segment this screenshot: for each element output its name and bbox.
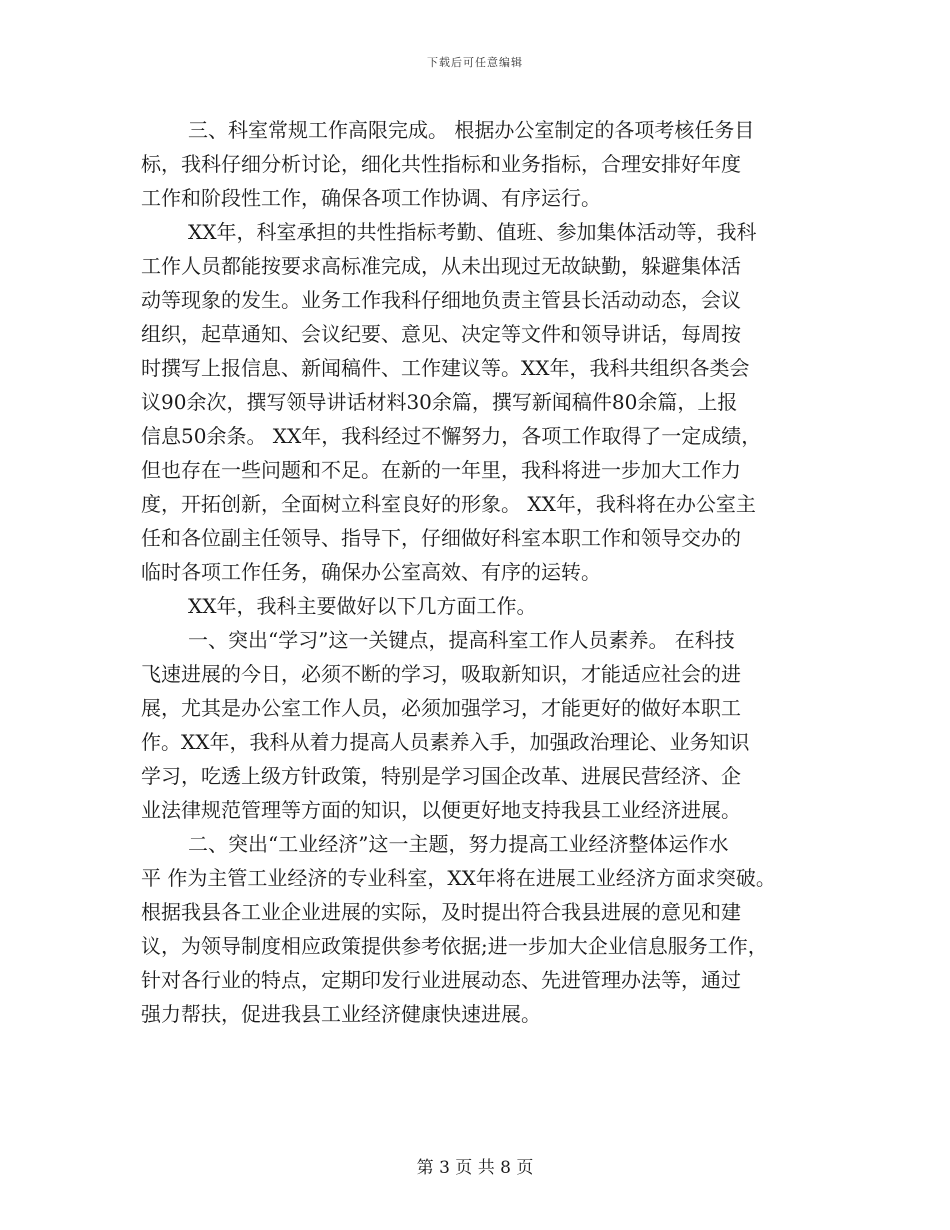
paragraph-line: 强力帮扶，促进我县工业经济健康快速进展。 bbox=[141, 1002, 541, 1026]
paragraph-line: 飞速进展的今日，必须不断的学习，吸取新知识，才能适应社会的进 bbox=[141, 662, 741, 686]
paragraph-line: 但也存在一些问题和不足。在新的一年里，我科将进一步加大工作力 bbox=[141, 458, 741, 482]
paragraph-line: 度，开拓创新，全面树立科室良好的形象。 XX年，我科将在办公室主 bbox=[141, 492, 756, 516]
paragraph-line: 时撰写上报信息、新闻稿件、工作建议等。XX年，我科共组织各类会 bbox=[141, 356, 750, 380]
paragraph-line: 根据我县各工业企业进展的实际，及时提出符合我县进展的意见和建 bbox=[141, 900, 741, 924]
paragraph-line: XX年，科室承担的共性指标考勤、值班、参加集体活动等，我科 bbox=[188, 220, 757, 244]
document-body bbox=[141, 113, 811, 1031]
page-number: 第 3 页 共 8 页 bbox=[416, 1158, 534, 1178]
paragraph-line: 任和各位副主任领导、指导下，仔细做好科室本职工作和领导交办的 bbox=[141, 526, 741, 550]
paragraph-line: 议，为领导制度相应政策提供参考依据;进一步加大企业信息服务工作， bbox=[141, 934, 768, 958]
paragraph-line: 一、突出“学习”这一关键点，提高科室工作人员素养。 在科技 bbox=[188, 628, 735, 652]
paragraph-line: 工作人员都能按要求高标准完成，从未出现过无故缺勤，躲避集体活 bbox=[141, 254, 741, 278]
paragraph-line: 展，尤其是办公室工作人员，必须加强学习，才能更好的做好本职工 bbox=[141, 696, 741, 720]
paragraph-line: 临时各项工作任务，确保办公室高效、有序的运转。 bbox=[141, 560, 601, 584]
paragraph-line: 工作和阶段性工作，确保各项工作协调、有序运行。 bbox=[141, 186, 601, 210]
paragraph-line: XX年，我科主要做好以下几方面工作。 bbox=[188, 594, 537, 618]
paragraph-line: 二、突出“工业经济”这一主题，努力提高工业经济整体运作水 bbox=[188, 832, 729, 856]
paragraph-line: 学习，吃透上级方针政策，特别是学习国企改革、进展民营经济、企 bbox=[141, 764, 741, 788]
paragraph-line: 平 作为主管工业经济的专业科室，XX年将在进展工业经济方面求突破。 bbox=[141, 866, 776, 890]
paragraph-line: 动等现象的发生。业务工作我科仔细地负责主管县长活动动态，会议 bbox=[141, 288, 741, 312]
paragraph-line: 组织，起草通知、会议纪要、意见、决定等文件和领导讲话，每周按 bbox=[141, 322, 741, 346]
paragraph-line: 议90余次，撰写领导讲话材料30余篇，撰写新闻稿件80余篇，上报 bbox=[141, 390, 738, 414]
page-header: 下载后可任意编辑 bbox=[427, 56, 523, 69]
paragraph-line: 信息50余条。 XX年，我科经过不懈努力，各项工作取得了一定成绩， bbox=[141, 424, 762, 448]
paragraph-line: 业法律规范管理等方面的知识，以便更好地支持我县工业经济进展。 bbox=[141, 798, 741, 822]
paragraph-line: 针对各行业的特点，定期印发行业进展动态、先进管理办法等，通过 bbox=[141, 968, 741, 992]
paragraph-line: 三、科室常规工作高限完成。 根据办公室制定的各项考核任务目 bbox=[188, 118, 755, 142]
paragraph-line: 标，我科仔细分析讨论，细化共性指标和业务指标，合理安排好年度 bbox=[141, 152, 741, 176]
paragraph-line: 作。XX年，我科从着力提高人员素养入手，加强政治理论、业务知识 bbox=[141, 730, 750, 754]
